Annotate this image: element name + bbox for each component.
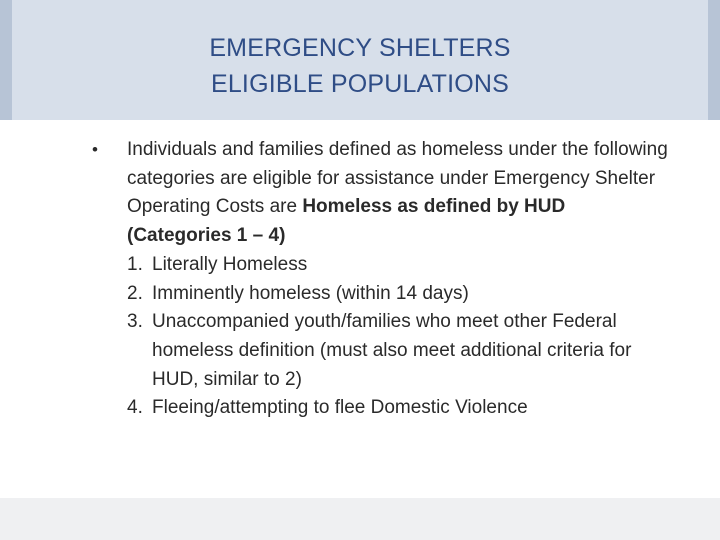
bullet-text: Individuals and families defined as homeless under the following categories are eligible for assistance under Emergency Shelter Operating Costs are: [127, 139, 668, 218]
list-item: [127, 308, 672, 394]
list-item: [127, 251, 672, 280]
footer-band: [0, 498, 720, 540]
right-accent-band: [708, 0, 720, 120]
category-list: [92, 251, 672, 423]
bullet-marker: •: [92, 140, 98, 159]
list-text: Unaccompanied youth/families who meet other Federal homeless definition (must also meet additional criteria for HUD, similar to 2): [152, 311, 632, 390]
list-number: 4.: [127, 397, 143, 419]
list-text: Imminently homeless (within 14 days): [152, 282, 469, 304]
slide-title: [12, 30, 708, 102]
slide-body: [92, 136, 672, 423]
list-item: [127, 280, 672, 309]
bullet-item: [92, 136, 672, 251]
title-line-1: EMERGENCY SHELTERS: [209, 34, 511, 62]
bullet-bold-text: Homeless as defined by HUD (Categories 1 – 4): [127, 196, 566, 247]
list-number: 3.: [127, 311, 143, 333]
list-number: 2.: [127, 282, 143, 304]
list-text: Fleeing/attempting to flee Domestic Violence: [152, 397, 528, 419]
left-accent-band: [0, 0, 12, 120]
list-text: Literally Homeless: [152, 253, 308, 275]
list-item: [127, 394, 672, 423]
list-number: 1.: [127, 253, 143, 275]
title-line-2: ELIGIBLE POPULATIONS: [210, 70, 510, 98]
